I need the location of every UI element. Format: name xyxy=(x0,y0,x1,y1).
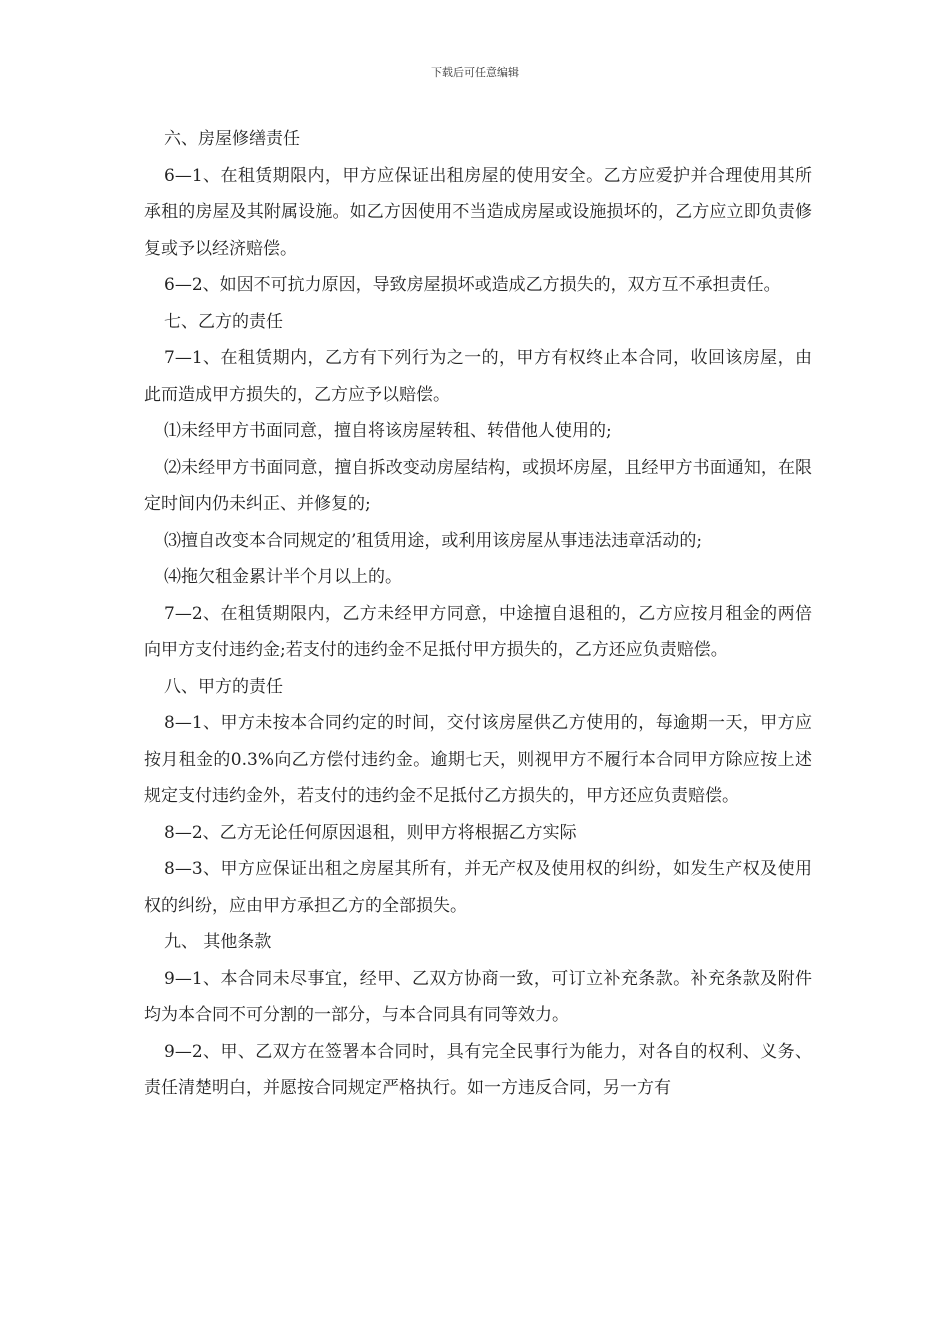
section-heading-7: 七、乙方的责任 xyxy=(164,311,283,332)
clause-9-2: 9—2、甲、乙双方在签署本合同时，具有完全民事行为能力，对各自的权利、义务、责任清楚明白，并愿按合同规定严格执行。如一方违反合同，另一方有 xyxy=(144,1041,812,1098)
section-heading-9: 九、 其他条款 xyxy=(164,932,272,952)
item-7-1-3: ⑶擅自改变本合同规定的’租赁用途，或利用该房屋从事违法违章活动的; xyxy=(164,530,703,551)
clause-8-1: 8—1、甲方未按本合同约定的时间，交付该房屋供乙方使用的，每逾期一天，甲方应按月租金的0.3%向乙方偿付违约金。逾期七天，则视甲方不履行本合同甲方除应按上述规定支付违约金外，若支付的违约金不足抵付乙方损失的，甲方还应负责赔偿。 xyxy=(144,713,812,806)
clause-6-1: 6—1、在租赁期限内，甲方应保证出租房屋的使用安全。乙方应爱护并合理使用其所承租的房屋及其附属设施。如乙方因使用不当造成房屋或设施损坏的，乙方应立即负责修复或予以经济赔偿。 xyxy=(144,165,812,259)
clause-6-2: 6—2、如因不可抗力原因，导致房屋损坏或造成乙方损失的，双方互不承担责任。 xyxy=(164,275,781,295)
item-7-1-1: ⑴未经甲方书面同意，擅自将该房屋转租、转借他人使用的; xyxy=(164,421,612,441)
section-heading-6: 六、房屋修缮责任 xyxy=(164,129,300,149)
clause-9-1: 9—1、本合同未尽事宜，经甲、乙双方协商一致，可订立补充条款。补充条款及附件均为本合同不可分割的一部分，与本合同具有同等效力。 xyxy=(144,968,812,1025)
item-7-1-4: ⑷拖欠租金累计半个月以上的。 xyxy=(164,567,402,587)
document-body xyxy=(144,121,812,1107)
clause-7-2: 7—2、在租赁期限内，乙方未经甲方同意，中途擅自退租的，乙方应按月租金的两倍向甲方支付违约金;若支付的违约金不足抵付甲方损失的，乙方还应负责赔偿。 xyxy=(144,603,812,660)
clause-8-3: 8—3、甲方应保证出租之房屋其所有，并无产权及使用权的纠纷，如发生产权及使用权的纠纷，应由甲方承担乙方的全部损失。 xyxy=(144,859,812,916)
section-heading-8: 八、甲方的责任 xyxy=(164,676,283,697)
clause-7-1: 7—1、在租赁期内，乙方有下列行为之一的，甲方有权终止本合同，收回该房屋，由此而造成甲方损失的，乙方应予以赔偿。 xyxy=(144,348,812,405)
clause-8-2: 8—2、乙方无论任何原因退租，则甲方将根据乙方实际 xyxy=(164,822,577,843)
page-header-note: 下载后可任意编辑 xyxy=(431,66,519,79)
item-7-1-2: ⑵未经甲方书面同意，擅自拆改变动房屋结构，或损坏房屋，且经甲方书面通知，在限定时间内仍未纠正、并修复的; xyxy=(144,457,812,514)
